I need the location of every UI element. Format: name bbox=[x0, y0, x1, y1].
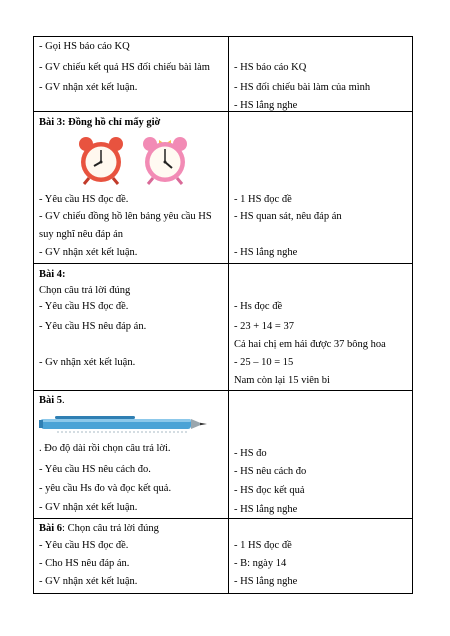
student-step: - HS đo bbox=[234, 448, 267, 459]
teacher-step: - GV nhận xét kết luận. bbox=[39, 502, 138, 513]
row-divider bbox=[33, 263, 413, 264]
student-step: - B: ngày 14 bbox=[234, 558, 287, 569]
teacher-step: - GV chiếu kết quả HS đối chiếu bài làm bbox=[39, 62, 210, 73]
exercise-title: Bài 3: Đồng hồ chỉ mấy giờ bbox=[39, 117, 161, 128]
student-step: - HS lắng nghe bbox=[234, 247, 298, 258]
teacher-step: - GV nhận xét kết luận. bbox=[39, 576, 138, 587]
pen-icon bbox=[37, 413, 209, 435]
table-border bbox=[33, 36, 34, 594]
student-step: - HS đọc kết quả bbox=[234, 485, 305, 496]
exercise-title-suffix: . bbox=[62, 395, 65, 406]
table-border bbox=[33, 593, 413, 594]
student-step: - HS báo cáo KQ bbox=[234, 62, 307, 73]
row-divider bbox=[33, 518, 413, 519]
pink-alarm-clock-icon bbox=[139, 134, 191, 186]
exercise-title bbox=[39, 523, 159, 535]
student-step: - 23 + 14 = 37 bbox=[234, 321, 294, 332]
lesson-table bbox=[33, 36, 413, 594]
table-border bbox=[412, 36, 413, 594]
student-step: - Hs đọc đề bbox=[234, 301, 283, 312]
exercise-title-suffix: : Chọn câu trả lời đúng bbox=[62, 523, 159, 534]
teacher-step: - Yêu cầu HS nêu cách đo. bbox=[39, 464, 151, 475]
teacher-step: - Yêu cầu HS đọc đề. bbox=[39, 194, 129, 205]
student-step: - HS đối chiếu bài làm của mình bbox=[234, 82, 371, 93]
teacher-step: - Cho HS nêu đáp án. bbox=[39, 558, 130, 569]
teacher-step: - Gọi HS báo cáo KQ bbox=[39, 41, 130, 52]
teacher-step: Chọn câu trả lời đúng bbox=[39, 285, 131, 296]
teacher-step: - Gv nhận xét kết luận. bbox=[39, 357, 136, 368]
exercise-title-label: Bài 6 bbox=[39, 523, 63, 534]
teacher-step: - GV nhận xét kết luận. bbox=[39, 82, 138, 93]
teacher-step: suy nghĩ nêu đáp án bbox=[39, 229, 123, 240]
exercise-title bbox=[39, 395, 65, 407]
student-step: Nam còn lại 15 viên bi bbox=[234, 375, 330, 386]
row-divider bbox=[33, 390, 413, 391]
student-step: - 1 HS đọc đề bbox=[234, 194, 292, 205]
row-divider bbox=[33, 111, 413, 112]
exercise-title: Bài 4: bbox=[39, 269, 66, 280]
teacher-step: . Đo độ dài rồi chọn câu trả lời. bbox=[39, 443, 171, 454]
student-step: - HS lắng nghe bbox=[234, 576, 298, 587]
exercise-title-label: Bài 5 bbox=[39, 395, 63, 406]
column-divider bbox=[228, 36, 229, 594]
student-step: Cả hai chị em hái được 37 bông hoa bbox=[234, 339, 386, 350]
student-step: - HS lắng nghe bbox=[234, 100, 298, 111]
teacher-step: - yêu cầu Hs đo và đọc kết quả. bbox=[39, 483, 172, 494]
teacher-step: - GV nhận xét kết luận. bbox=[39, 247, 138, 258]
student-step: - 1 HS đọc đề bbox=[234, 540, 292, 551]
teacher-step: - Yêu cầu HS đọc đề. bbox=[39, 301, 129, 312]
teacher-step: - GV chiếu đồng hồ lên bảng yêu cầu HS bbox=[39, 211, 212, 222]
student-step: - HS lắng nghe bbox=[234, 504, 298, 515]
table-border bbox=[33, 36, 413, 37]
student-step: - HS quan sát, nêu đáp án bbox=[234, 211, 342, 222]
teacher-step: - Yêu cầu HS nêu đáp án. bbox=[39, 321, 147, 332]
alarm-clock-icon bbox=[75, 134, 127, 186]
student-step: - 25 – 10 = 15 bbox=[234, 357, 294, 368]
student-step: - HS nêu cách đo bbox=[234, 466, 307, 477]
teacher-step: - Yêu cầu HS đọc đề. bbox=[39, 540, 129, 551]
